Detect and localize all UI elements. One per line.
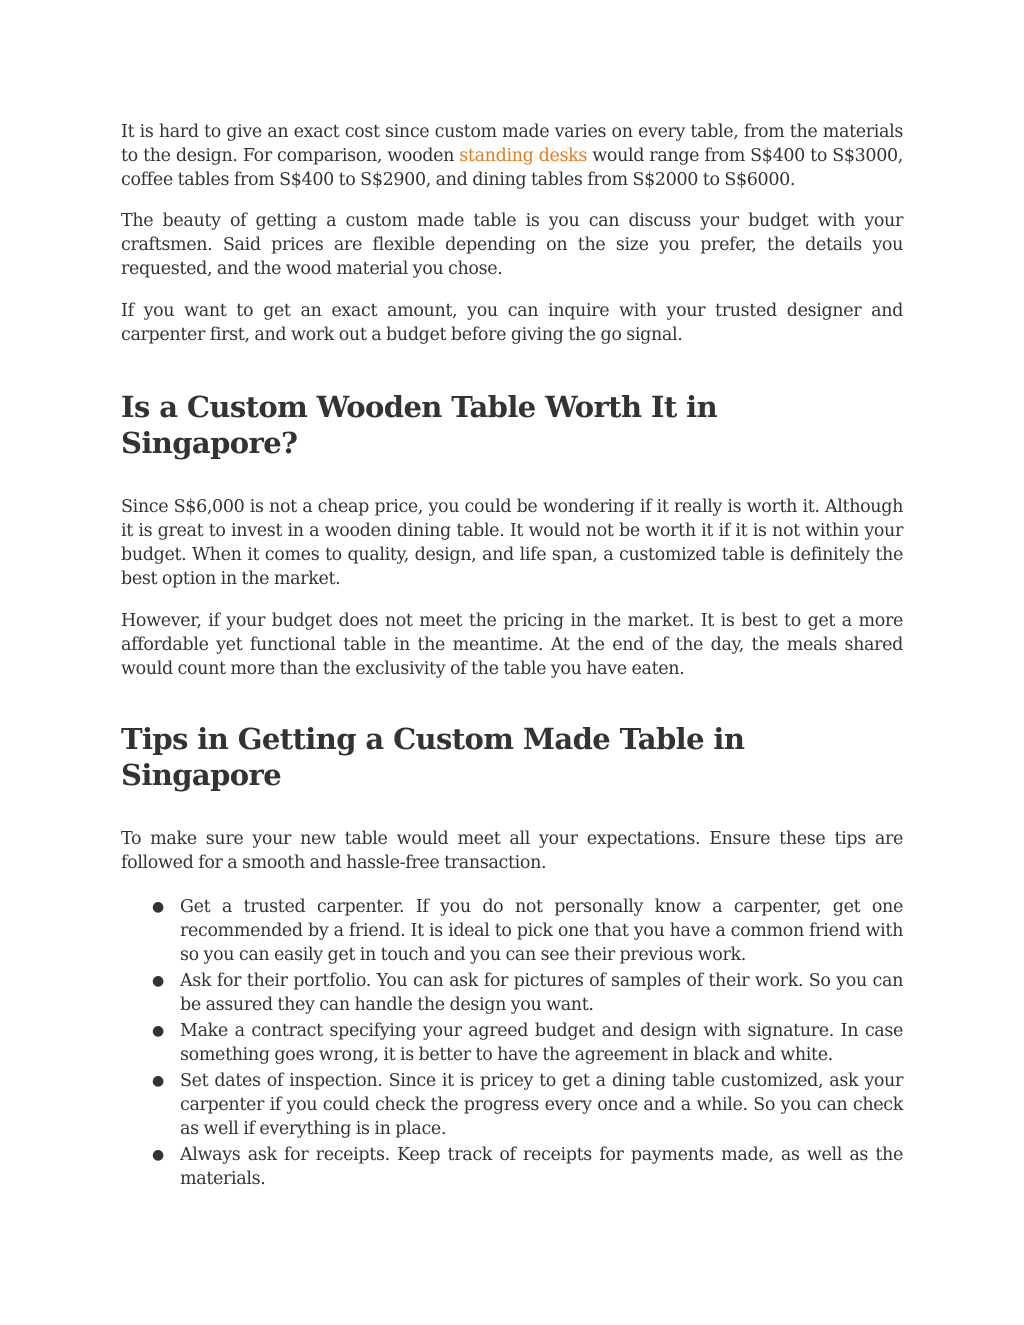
bullet-icon: ●	[152, 1073, 164, 1089]
tip-text: Ask for their portfolio. You can ask for pictures of samples of their work. So you can be assured they can handle the design you want.	[180, 971, 903, 1015]
document-page	[121, 120, 903, 1193]
paragraph-tips-intro: To make sure your new table would meet all your expectations. Ensure these tips are followed for a smooth and hassle-free transaction.	[121, 829, 903, 873]
bullet-icon: ●	[152, 973, 164, 989]
tip-text: Always ask for receipts. Keep track of receipts for payments made, as well as the materials.	[180, 1145, 903, 1189]
tip-text: Get a trusted carpenter. If you do not personally know a carpenter, get one recommended by a friend. It is ideal to pick one that you have a common friend with so you can easily get in touch and you can see their previous work.	[180, 897, 903, 965]
list-item	[121, 1019, 903, 1067]
list-item	[121, 895, 903, 967]
paragraph-cost-comparison	[121, 120, 903, 192]
bullet-icon: ●	[152, 1023, 164, 1039]
heading-tips: Tips in Getting a Custom Made Table in Singapore	[121, 722, 745, 792]
paragraph-cost-text-start: It is hard to give an exact cost since custom made varies on every table, from the materials to the design. For comparison, wooden	[121, 122, 903, 166]
standing-desks-link[interactable]: standing desks	[459, 146, 588, 166]
bullet-icon: ●	[152, 899, 164, 915]
list-item	[121, 1143, 903, 1191]
paragraph-worth-it: Since S$6,000 is not a cheap price, you could be wondering if it really is worth it. Although it is great to invest in a wooden dining table. It would not be worth it if it is not within your budget. When it comes to quality, design, and life span, a customized table is definitely the best option in the market.	[121, 497, 903, 589]
list-item	[121, 969, 903, 1017]
tip-text: Make a contract specifying your agreed budget and design with signature. In case something goes wrong, it is better to have the agreement in black and white.	[180, 1021, 903, 1065]
paragraph-affordable-alternative: However, if your budget does not meet the pricing in the market. It is best to get a more affordable yet functional table in the meantime. At the end of the day, the meals shared would count more than the exclusivity of the table you have eaten.	[121, 611, 903, 679]
list-item	[121, 1069, 903, 1141]
heading-worth-it: Is a Custom Wooden Table Worth It in Singapore?	[121, 390, 718, 460]
tip-text: Set dates of inspection. Since it is pricey to get a dining table customized, ask your carpenter if you could check the progress every once and a while. So you can check as well if everything is in place.	[180, 1071, 903, 1139]
paragraph-cost-text-end: would range from S$400 to S$3000, coffee tables from S$400 to S$2900, and dining tables from S$2000 to S$6000.	[121, 146, 903, 190]
paragraph-budget-discussion: The beauty of getting a custom made table is you can discuss your budget with your craftsmen. Said prices are flexible depending on the size you prefer, the details you requested, and the wood material you chose.	[121, 211, 903, 279]
paragraph-exact-amount: If you want to get an exact amount, you can inquire with your trusted designer and carpenter first, and work out a budget before giving the go signal.	[121, 301, 903, 345]
tips-list	[121, 895, 903, 1191]
bullet-icon: ●	[152, 1147, 164, 1163]
